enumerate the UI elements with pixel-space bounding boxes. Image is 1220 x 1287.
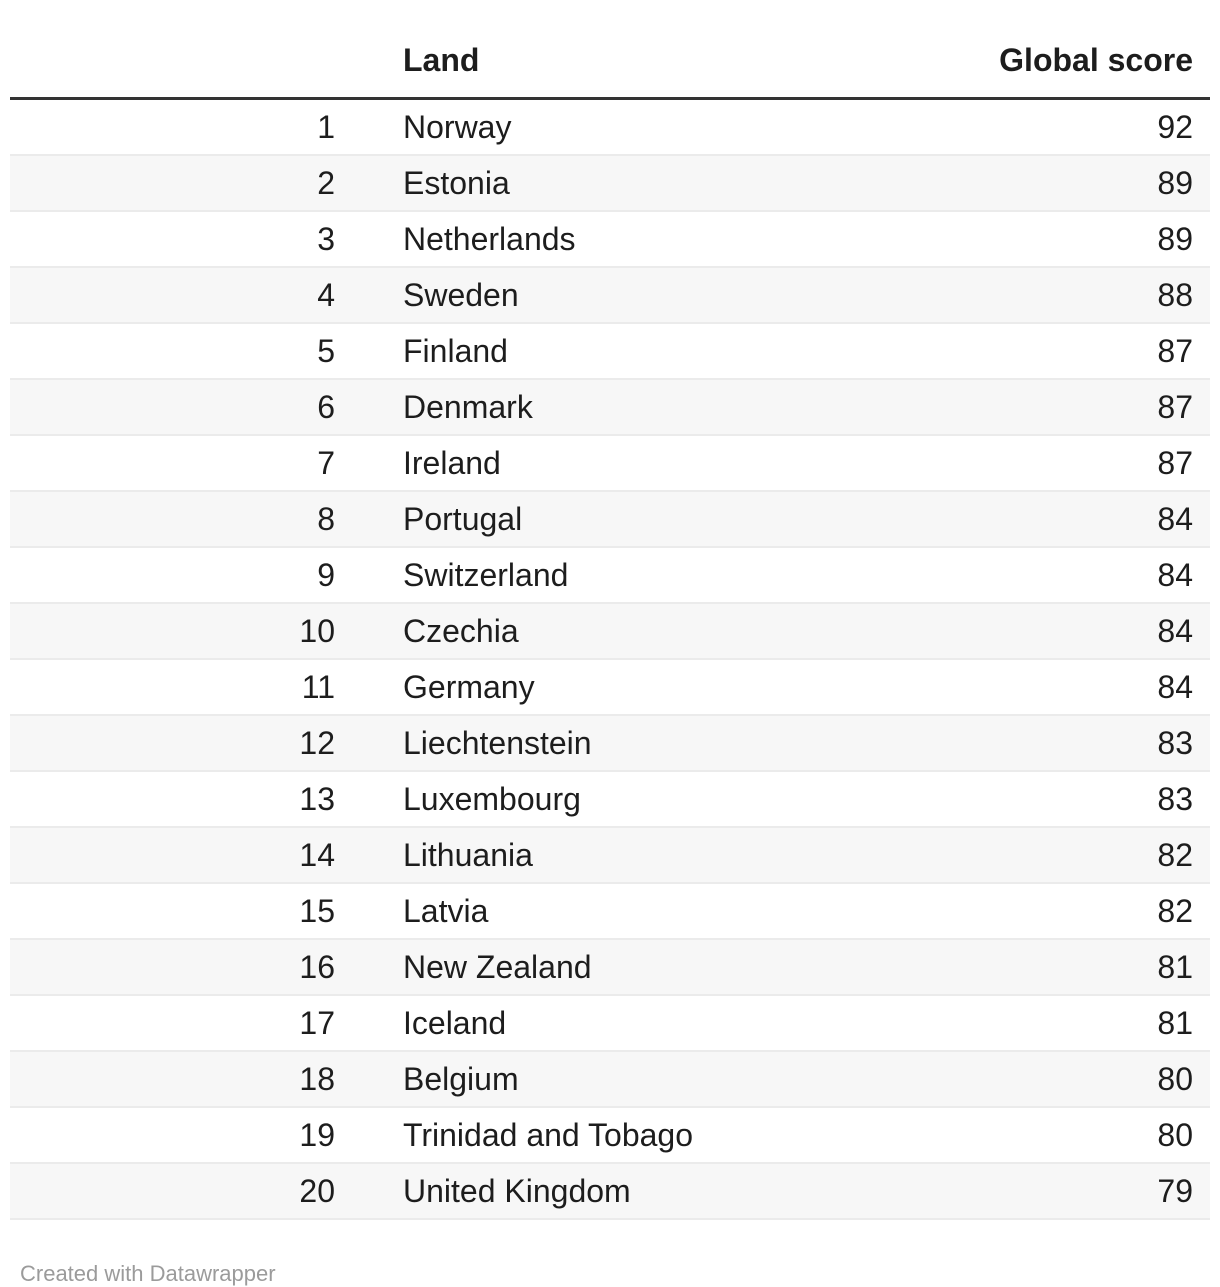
score-cell: 81 [1157,949,1193,985]
table-row [10,603,1210,659]
land-cell: Sweden [403,277,519,313]
header-row [10,0,1210,99]
column-header-rank [10,0,355,99]
score-cell: 87 [1157,333,1193,369]
rank-cell: 19 [299,1117,335,1153]
rank-cell: 20 [299,1173,335,1209]
score-cell: 83 [1157,781,1193,817]
table-row [10,379,1210,435]
rank-cell: 4 [317,277,335,313]
land-cell: Portugal [403,501,523,537]
table-row [10,435,1210,491]
land-cell: Finland [403,333,508,369]
land-cell: Ireland [403,445,501,481]
table-row [10,995,1210,1051]
score-cell: 89 [1157,221,1193,257]
land-cell: Denmark [403,389,533,425]
rank-cell: 17 [299,1005,335,1041]
rank-cell: 10 [299,613,335,649]
column-header-land: Land [355,0,910,99]
land-cell: Norway [403,109,512,145]
land-cell: New Zealand [403,949,592,985]
land-cell: Trinidad and Tobago [403,1117,693,1153]
score-cell: 87 [1157,389,1193,425]
land-cell: Switzerland [403,557,569,593]
rank-cell: 3 [317,221,335,257]
rank-cell: 13 [299,781,335,817]
table-row [10,99,1210,156]
rank-cell: 2 [317,165,335,201]
score-cell: 92 [1157,109,1193,145]
attribution-footer [20,1260,1200,1287]
rank-cell: 12 [299,725,335,761]
score-cell: 81 [1157,1005,1193,1041]
rank-cell: 8 [317,501,335,537]
column-header-global-score: Global score [910,0,1210,99]
rank-cell: 14 [299,837,335,873]
score-cell: 80 [1157,1061,1193,1097]
rank-cell: 7 [317,445,335,481]
score-cell: 89 [1157,165,1193,201]
land-cell: United Kingdom [403,1173,631,1209]
datawrapper-credit-link[interactable]: Created with Datawrapper [20,1261,276,1286]
table-row [10,323,1210,379]
land-cell: Czechia [403,613,519,649]
table-row [10,939,1210,995]
rank-cell: 16 [299,949,335,985]
score-cell: 84 [1157,613,1193,649]
land-cell: Germany [403,669,535,705]
score-cell: 79 [1157,1173,1193,1209]
table-row [10,771,1210,827]
land-cell: Estonia [403,165,510,201]
land-cell: Netherlands [403,221,576,257]
table-row [10,211,1210,267]
score-cell: 83 [1157,725,1193,761]
land-cell: Iceland [403,1005,507,1041]
score-cell: 88 [1157,277,1193,313]
score-cell: 82 [1157,837,1193,873]
land-cell: Luxembourg [403,781,581,817]
table-header [10,0,1210,99]
rank-cell: 5 [317,333,335,369]
table-row [10,883,1210,939]
table-row [10,659,1210,715]
table-body [10,99,1210,1220]
table-row [10,491,1210,547]
land-cell: Belgium [403,1061,519,1097]
score-cell: 82 [1157,893,1193,929]
score-cell: 84 [1157,557,1193,593]
rank-cell: 15 [299,893,335,929]
table-row [10,267,1210,323]
rank-cell: 18 [299,1061,335,1097]
table-row [10,155,1210,211]
land-cell: Latvia [403,893,489,929]
score-cell: 80 [1157,1117,1193,1153]
table-row [10,1107,1210,1163]
table-row [10,827,1210,883]
land-cell: Lithuania [403,837,533,873]
ranking-table [10,0,1210,1220]
rank-cell: 11 [301,669,335,705]
score-cell: 87 [1157,445,1193,481]
table-row [10,1051,1210,1107]
land-cell: Liechtenstein [403,725,592,761]
score-cell: 84 [1157,669,1193,705]
table-row [10,547,1210,603]
score-cell: 84 [1157,501,1193,537]
table-row [10,1163,1210,1219]
table-row [10,715,1210,771]
rank-cell: 1 [317,109,335,145]
rank-cell: 6 [317,389,335,425]
rank-cell: 9 [317,557,335,593]
